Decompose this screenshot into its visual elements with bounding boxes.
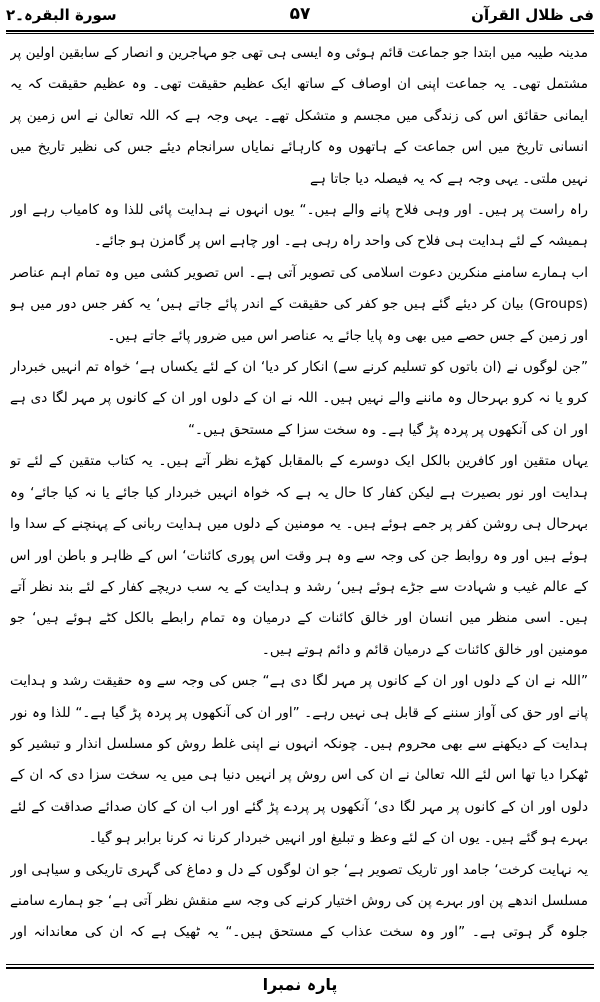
footer-rule xyxy=(6,967,594,969)
paragraph: یہ نہایت کرخت‘ جامد اور تاریک تصویر ہے‘ جو ان لوگوں کے دل و دماغ کی گہری تاریکی و سیاہی اور مسلسل اندھے پن اور بہرے پن کی روش اختیار کرنے کی وجہ سے منقش نظر آتی ہے‘ جو ہمارے سامنے جلوہ گر ہوتی ہے۔ ”اور وہ سخت عذاب کے مستحق ہیں۔“ یہ ٹھیک ہے کہ ان کی معاندانہ اور xyxy=(10,861,588,941)
paragraph: اب ہمارے سامنے منکرین دعوت اسلامی کی تصویر آتی ہے۔ اس تصویر کشی میں وہ تمام اہم عناصر (Groups) بیان کر دیئے گئے ہیں جو کفر کی حقیقت کے اندر پائے جاتے ہیں‘ یہ کفر جس دور میں ہو اور زمین کے جس حصے میں بھی وہ پایا جائے یہ عناصر اس میں ضرور پائے جاتے ہیں۔ xyxy=(10,264,588,344)
body-text xyxy=(10,38,588,954)
paragraph: ”جن لوگوں نے (ان باتوں کو تسلیم کرنے سے) انکار کر دیا‘ ان کے لئے یکساں ہے‘ خواہ تم انہیں خبردار کرو یا نہ کرو بہرحال وہ ماننے والے نہیں ہیں۔ اللہ نے ان کے دلوں اور ان کے کانوں پر مہر لگا دی ہے اور ان کی آنکھوں پر پردہ پڑ گیا ہے۔ وہ سخت سزا کے مستحق ہیں۔“ xyxy=(10,359,588,438)
paragraph: راہ راست پر ہیں۔ اور وہی فلاح پانے والے ہیں۔“ یوں انہوں نے ہدایت پائی للذا وہ کامیاب رہے اور ہمیشہ کے لئے ہدایت ہی فلاح کی واحد راہ رہی ہے۔ اور چاہے اس پر گامزن ہو جائے۔ xyxy=(10,202,588,250)
page-number: ۵۷ xyxy=(289,4,311,24)
footer-rule-thin xyxy=(6,964,594,965)
paragraph: یہاں متقین اور کافرین بالکل ایک دوسرے کے بالمقابل کھڑے نظر آتے ہیں۔ یہ کتاب متقین کے لئے تو ہدایت اور نور بصیرت ہے لیکن کفار کا حال یہ ہے کہ خواہ انہیں خبردار کیا جائے یا نہ کیا جائے‘ وہ بہرحال ہی روشن کفر پر جمے ہوئے ہیں۔ یہ مومنین کے دلوں میں ہدایت ربانی کے پہنچنے کے سدا وا ہوئے ہیں اور وہ روابط جن کی وجہ سے وہ ہر وقت اس پوری کائنات‘ اس کے ظاہر و باطن اور اس کے عالم غیب و شہادت سے جڑے ہوئے ہیں‘ رشد و ہدایت کے یہ سب دریچے کفار کے لئے بند نظر آتے ہیں۔ اسی منظر میں انسان اور خالق کائنات کے درمیان وہ تمام رابطے بالکل کٹے ہوئے ہیں‘ جو مومنین اور خالق کائنات کے درمیان قائم و دائم ہوتے ہیں۔ xyxy=(10,453,588,658)
page-header xyxy=(6,4,594,30)
paragraph: ”اللہ نے ان کے دلوں اور ان کے کانوں پر مہر لگا دی ہے“ جس کی وجہ سے وہ حقیقت رشد و ہدایت پانے اور حق کی آواز سننے کے قابل ہی نہیں رہے۔ ”اور ان کی آنکھوں پر پردہ پڑ گیا ہے۔“ للذا وہ نور ہدایت کے دیکھنے سے بھی محروم ہیں۔ چونکہ انہوں نے اپنی غلط روش کو مسلسل انذار و تبشیر کو ٹھکرا دیا تھا اس لئے اللہ تعالیٰ نے ان کی اس روش پر انہیں دنیا ہی میں یہ سخت سزا دی کہ ان کے دلوں اور ان کے کانوں پر مہر لگا دی‘ آنکھوں پر پردے پڑ گئے اور اب ان کے کان صدائے صداقت کے لئے بہرے ہو گئے ہیں۔ یوں ان کے لئے وعظ و تبلیغ اور انہیں خبردار کرنا نہ کرنا برابر ہو گیا۔ xyxy=(10,673,588,847)
surah-title: سورة البقرہ۔۲ xyxy=(6,6,117,24)
header-rule xyxy=(6,30,594,32)
para-number-footer: پارہ نمبرا xyxy=(262,975,338,994)
header-rule-thin xyxy=(6,33,594,34)
book-title: فی ظلال القرآن xyxy=(471,6,594,24)
paragraph: مدینہ طیبہ میں ابتدا جو جماعت قائم ہوئی وہ ایسی ہی تھی جو مہاجرین و انصار کے سابقین اولین پر مشتمل تھی۔ یہ جماعت اپنی ان اوصاف کے ساتھ ایک عظیم حقیقت تھی۔ وہ عظیم حقیقت کہ یہ ایمانی حقائق اس کی زندگی میں مجسم و متشکل تھے۔ یہی وجہ ہے کہ اللہ تعالیٰ نے اس زمین پر انسانی تاریخ میں اس جماعت کے ہاتھوں وہ کارہائے نمایاں سرانجام دیئے جس کی نظیر تاریخ میں نہیں ملتی۔ یہی وجہ ہے کہ یہ فیصلہ دیا جاتا ہے xyxy=(10,45,588,187)
